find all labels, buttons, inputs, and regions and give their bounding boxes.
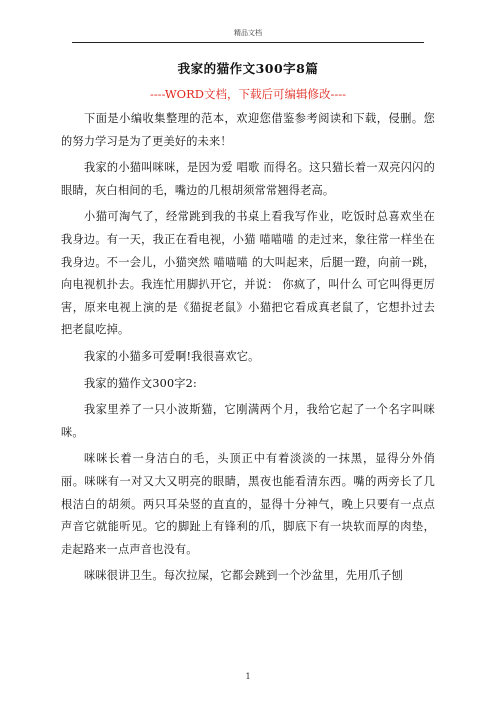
- paragraph: 我家的小猫多可爱啊!我很喜欢它。: [84, 349, 260, 363]
- page-number: 1: [245, 672, 251, 681]
- section-heading: 我家的猫作文300字2:: [84, 376, 197, 390]
- paragraph: 咪咪很讲卫生。每次拉屎，它都会跳到一个沙盆里，先用爪子刨: [84, 569, 403, 583]
- paragraph: 咪咪长着一身洁白的毛，头顶正中有着淡淡的一抹黑，显得分外俏丽。咪咪有一对又大又明亮的眼睛，黑夜也能看清东西。嘴的两旁长了几根洁白的胡须。两只耳朵竖的直直的，显得十分神气，晚上只要有一点点声音它就能听见。它的脚趾上有锋利的爪，脚底下有一块软而厚的肉垫，走起路来一点声音也没有。: [61, 452, 435, 556]
- paragraph: 我家里养了一只小波斯猫，它刚满两个月，我给它起了一个名字叫咪咪。: [61, 403, 435, 439]
- paragraph-intro: 下面是小编收集整理的范本，欢迎您借鉴参考阅读和下载，侵删。您的努力学习是为了更美好的未来！: [61, 112, 435, 148]
- paragraph: 我家的小猫叫咪咪，是因为爱 唱歌 而得名。这只猫长着一双亮闪闪的眼睛，灰白相间的毛，嘴边的几根胡须常常翘得老高。: [61, 161, 435, 197]
- paragraph: 小猫可淘气了，经常跳到我的书桌上看我写作业，吃饭时总喜欢坐在我身边。有一天，我正在看电视，小猫 喵喵喵 的走过来，象往常一样坐在我身边。不一会儿，小猫突然 喵喵喵 的大叫起来，后腿一蹬，向前一跳，向电视机扑去。我连忙用脚扒开它，并说： 你疯了，叫什么 可它叫得更厉害，原来电视上演的是《猫捉老鼠》小猫把它看成真老鼠了，它想扑过去把老鼠吃掉。: [61, 210, 435, 337]
- header-text: 精品文档: [234, 29, 262, 37]
- page-header: [72, 28, 424, 43]
- document-body: [61, 60, 435, 592]
- word-notice: ----WORD文档，下载后可编辑修改----: [149, 87, 347, 101]
- document-title: 我家的猫作文300字8篇: [177, 61, 319, 76]
